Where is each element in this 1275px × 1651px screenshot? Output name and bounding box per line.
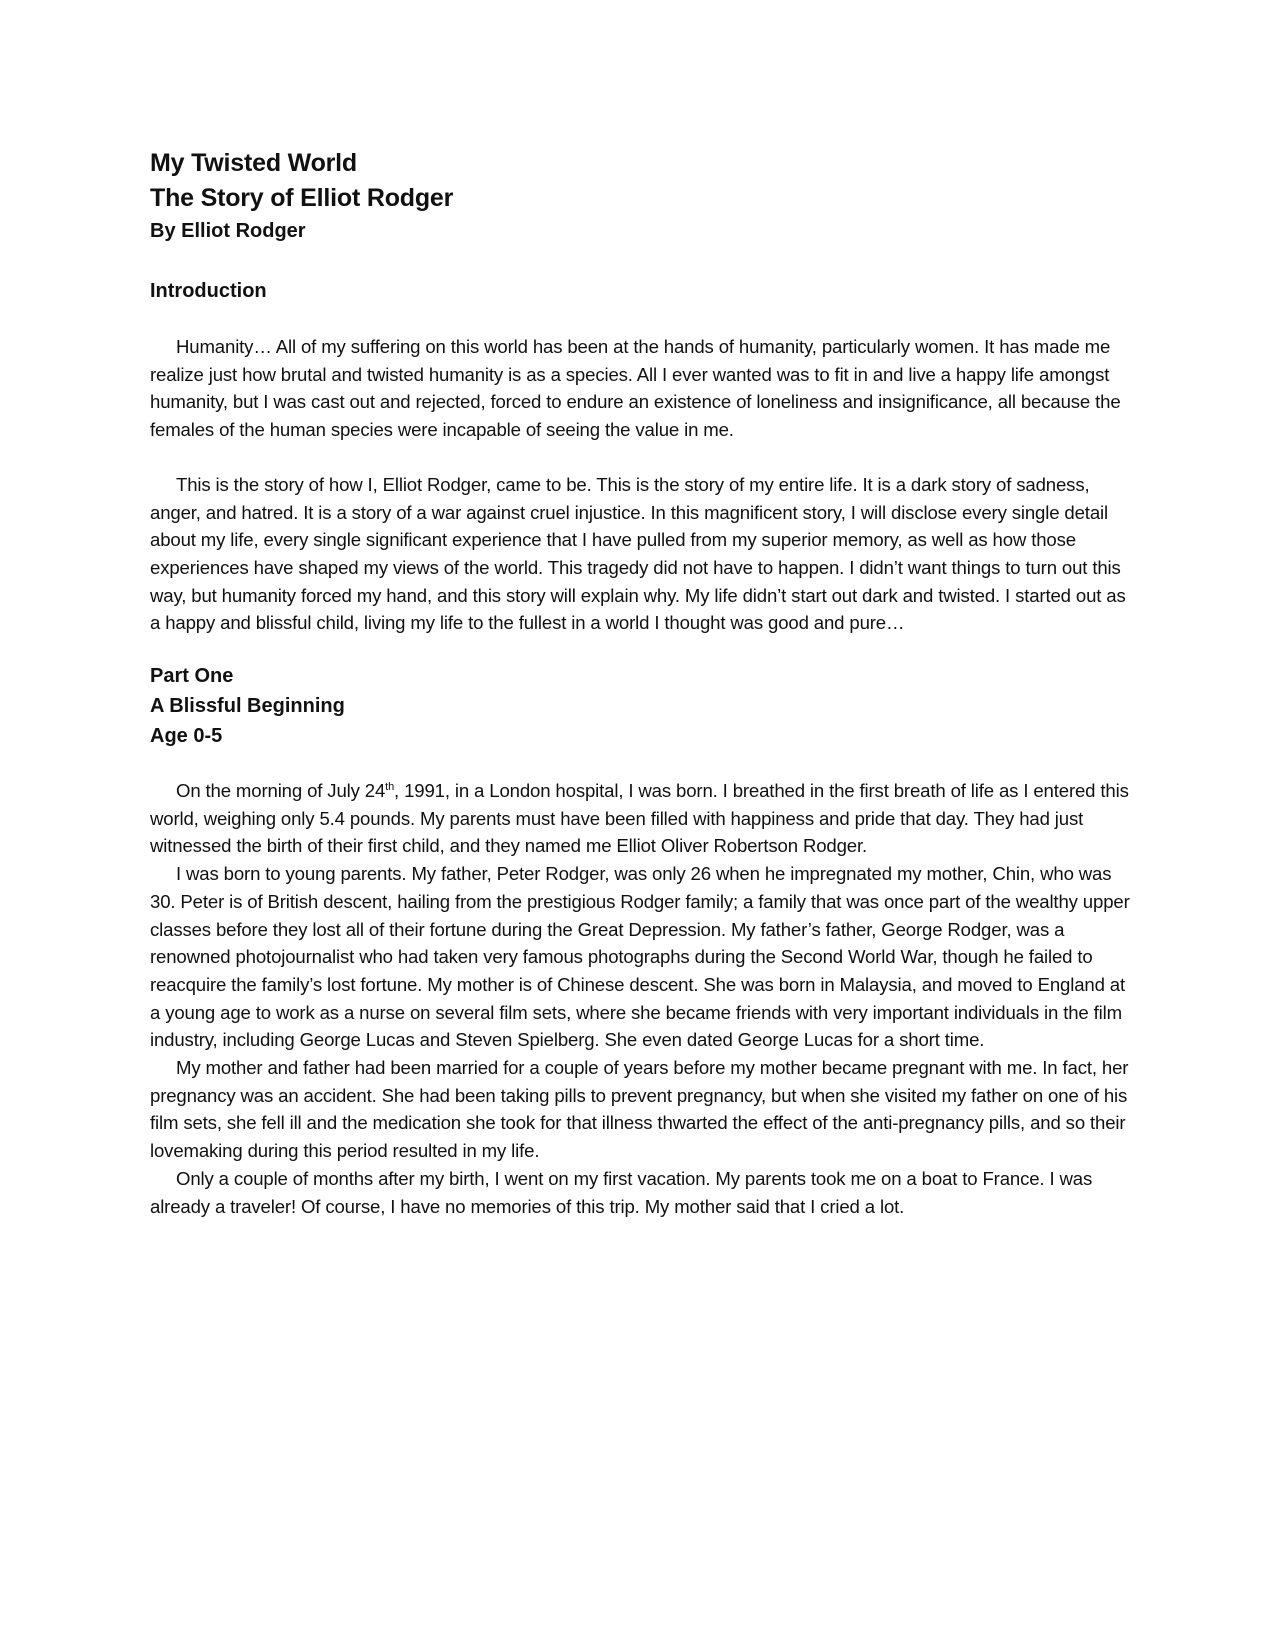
part-subheading: A Blissful Beginning <box>150 695 345 718</box>
paragraph-text: On the morning of July 24 <box>176 780 386 802</box>
document-byline: By Elliot Rodger <box>150 220 306 242</box>
document-subtitle: The Story of Elliot Rodger <box>150 184 454 212</box>
introduction-heading: Introduction <box>150 280 267 302</box>
document-body <box>150 146 1135 1220</box>
title-block <box>150 146 1135 246</box>
part-heading: Part One <box>150 665 234 688</box>
introduction-paragraph: This is the story of how I, Elliot Rodger, came to be. This is the story of my entire life. It is a dark story of sadness, anger, and hatred. It is a story of a war against cruel injustice. In this magnificent story, I will disclose every single detail about my life, every single significant experience that I have pulled from my superior memory, as well as how those experiences have shaped my views of the world. This tragedy did not have to happen. I didn’t want things to turn out this way, but humanity forced my hand, and this story will explain why. My life didn’t start out dark and twisted. I started out as a happy and blissful child, living my life to the fullest in a world I thought was good and pure… <box>150 473 1126 634</box>
body-paragraph: Only a couple of months after my birth, I went on my first vacation. My parents took me on a boat to France. I was already a traveler! Of course, I have no memories of this trip. My mother said that I cried a lot. <box>150 1167 1093 1217</box>
body-paragraph <box>150 777 1135 860</box>
introduction-paragraph: Humanity… All of my suffering on this world has been at the hands of humanity, particularly women. It has made me realize just how brutal and twisted humanity is as a species. All I ever wanted was to fit in and live a happy life amongst humanity, but I was cast out and rejected, forced to endure an existence of loneliness and insignificance, all because the females of the human species were incapable of seeing the value in me. <box>150 336 1121 441</box>
part-heading-block <box>150 661 1135 751</box>
ordinal-suffix: th <box>385 780 395 793</box>
body-paragraph: My mother and father had been married for a couple of years before my mother became pregnant with me. In fact, her pregnancy was an accident. She had been taking pills to prevent pregnancy, but when she visited my father on one of his film sets, she fell ill and the medication she took for that illness thwarted the effect of the anti-pregnancy pills, and so their lovemaking during this period resulted in my life. <box>150 1057 1129 1162</box>
document-title: My Twisted World <box>150 149 357 177</box>
part-age-range: Age 0-5 <box>150 725 223 748</box>
paragraph-text: , 1991, in a London hospital, I was born. I breathed in the first breath of life as I entered this world, weighing only 5.4 pounds. My parents must have been filled with happiness and pride that day. They had just witnessed the birth of their first child, and they named me Elliot Oliver Robertson Rodger. <box>150 780 1129 857</box>
body-paragraph: I was born to young parents. My father, Peter Rodger, was only 26 when he impregnated my mother, Chin, who was 30. Peter is of British descent, hailing from the prestigious Rodger family; a family that was once part of the wealthy upper classes before they lost all of their fortune during the Great Depression. My father’s father, George Rodger, was a renowned photojournalist who had taken very famous photographs during the Second World War, though he failed to reacquire the family’s lost fortune. My mother is of Chinese descent. She was born in Malaysia, and moved to England at a young age to work as a nurse on several film sets, where she became friends with very important individuals in the film industry, including George Lucas and Steven Spielberg. She even dated George Lucas for a short time. <box>150 863 1130 1051</box>
